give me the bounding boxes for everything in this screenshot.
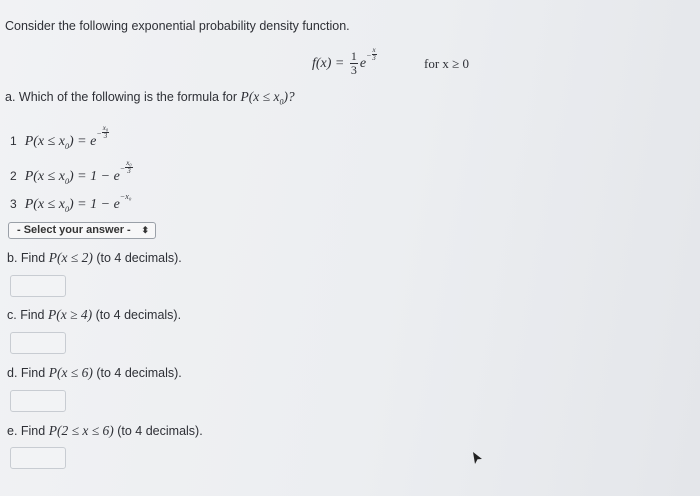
answer-select[interactable] [8,222,156,239]
part-b-answer-input[interactable] [10,275,66,297]
option-3: 3 $P(x \le x_0) = 1 - e^{-x_0}$ [10,192,132,214]
mouse-cursor-icon [470,451,484,465]
part-d-answer-input[interactable] [10,390,66,412]
part-c-answer-input[interactable] [10,332,66,354]
part-d-question: d. Find P(x ≤ 6) (to 4 decimals). [7,365,182,380]
question-intro: Consider the following exponential probability density function. [5,19,350,33]
pdf-condition: for x ≥ 0 [424,56,470,71]
pdf-formula: f(x) = $\frac{1}{3}$ e− $\frac{x}{3}$ [312,46,376,78]
select-arrows-icon: ⬍ [141,225,149,235]
select-placeholder: - Select your answer - [17,224,131,236]
part-a-question: a. Which of the following is the formula for $P(x \le x_0)$? [5,89,295,107]
part-b-question: b. Find P(x ≤ 2) (to 4 decimals). [7,250,182,265]
part-c-question: c. Find P(x ≥ 4) (to 4 decimals). [7,307,182,322]
option-2: 2 $P(x \le x_0) = 1 - e^-$ $\frac{\text{x₀}}{3}$ [10,159,132,186]
part-e-answer-input[interactable] [10,447,66,469]
option-1: 1 $P(x \le x_0) = e^-$ $\frac{\text{x₀}}{3}$ [10,124,109,151]
part-e-question: e. Find P(2 ≤ x ≤ 6) (to 4 decimals). [7,423,203,438]
